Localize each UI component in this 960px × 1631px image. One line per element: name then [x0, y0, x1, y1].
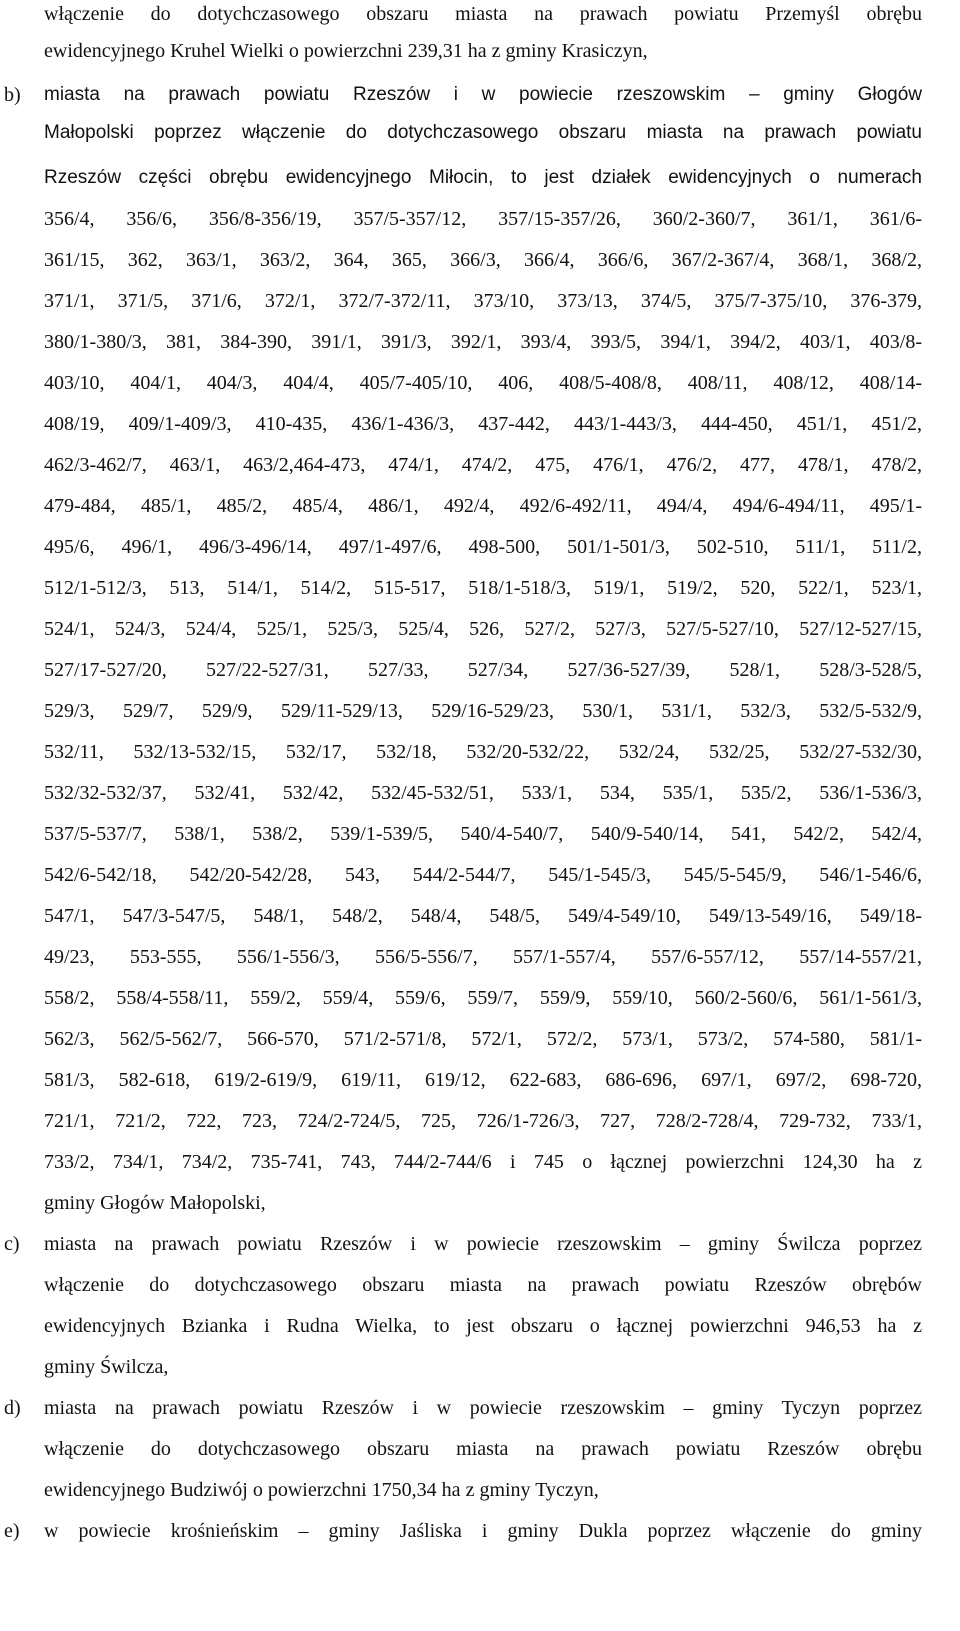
- parcel-numbers-line: 537/5-537/7, 538/1, 538/2, 539/1-539/5, 540/4-540/7, 540/9-540/14, 541, 542/2, 542/4,: [44, 823, 922, 845]
- parcel-numbers-line: 581/3, 582-618, 619/2-619/9, 619/11, 619/12, 622-683, 686-696, 697/1, 697/2, 698-720,: [44, 1069, 922, 1091]
- parcel-numbers-line: 408/19, 409/1-409/3, 410-435, 436/1-436/3, 437-442, 443/1-443/3, 444-450, 451/1, 451/2,: [44, 413, 922, 435]
- parcel-numbers-line: 403/10, 404/1, 404/3, 404/4, 405/7-405/10, 406, 408/5-408/8, 408/11, 408/12, 408/14-: [44, 372, 922, 394]
- parcel-numbers-line: 542/6-542/18, 542/20-542/28, 543, 544/2-544/7, 545/1-545/3, 545/5-545/9, 546/1-546/6,: [44, 864, 922, 886]
- item-d-line: miasta na prawach powiatu Rzeszów i w powiecie rzeszowskim – gminy Tyczyn poprzez: [44, 1397, 922, 1419]
- parcel-numbers-line: 371/1, 371/5, 371/6, 372/1, 372/7-372/11, 373/10, 373/13, 374/5, 375/7-375/10, 376-379,: [44, 290, 922, 312]
- item-marker-b: b): [4, 84, 21, 106]
- item-marker-c: c): [4, 1233, 20, 1255]
- item-c-line: włączenie do dotychczasowego obszaru miasta na prawach powiatu Rzeszów obrębów: [44, 1274, 922, 1296]
- parcel-numbers-line: 462/3-462/7, 463/1, 463/2,464-473, 474/1, 474/2, 475, 476/1, 476/2, 477, 478/1, 478/2,: [44, 454, 922, 476]
- item-c-line: ewidencyjnych Bzianka i Rudna Wielka, to jest obszaru o łącznej powierzchni 946,53 ha z: [44, 1315, 922, 1337]
- parcel-numbers-line: 524/1, 524/3, 524/4, 525/1, 525/3, 525/4, 526, 527/2, 527/3, 527/5-527/10, 527/12-527/15,: [44, 618, 922, 640]
- parcel-numbers-line: 495/6, 496/1, 496/3-496/14, 497/1-497/6, 498-500, 501/1-501/3, 502-510, 511/1, 511/2,: [44, 536, 922, 558]
- intro-line: włączenie do dotychczasowego obszaru miasta na prawach powiatu Przemyśl obrębu: [44, 3, 922, 25]
- item-c-line: gminy Świlcza,: [44, 1356, 169, 1378]
- parcel-numbers-line: 558/2, 558/4-558/11, 559/2, 559/4, 559/6, 559/7, 559/9, 559/10, 560/2-560/6, 561/1-561/3,: [44, 987, 922, 1009]
- parcel-numbers-line: 532/32-532/37, 532/41, 532/42, 532/45-532/51, 533/1, 534, 535/1, 535/2, 536/1-536/3,: [44, 782, 922, 804]
- item-c-line: miasta na prawach powiatu Rzeszów i w powiecie rzeszowskim – gminy Świlcza poprzez: [44, 1233, 922, 1255]
- item-b-line: Rzeszów części obrębu ewidencyjnego Miłocin, to jest działek ewidencyjnych o numerach: [44, 167, 922, 188]
- parcel-numbers-line: 527/17-527/20, 527/22-527/31, 527/33, 527/34, 527/36-527/39, 528/1, 528/3-528/5,: [44, 659, 922, 681]
- item-b-line: Małopolski poprzez włączenie do dotychczasowego obszaru miasta na prawach powiatu: [44, 122, 922, 143]
- item-b-line: miasta na prawach powiatu Rzeszów i w powiecie rzeszowskim – gminy Głogów: [44, 84, 922, 105]
- item-marker-e: e): [4, 1520, 20, 1542]
- item-d-line: włączenie do dotychczasowego obszaru miasta na prawach powiatu Rzeszów obrębu: [44, 1438, 922, 1460]
- parcel-numbers-line: 361/15, 362, 363/1, 363/2, 364, 365, 366/3, 366/4, 366/6, 367/2-367/4, 368/1, 368/2,: [44, 249, 922, 271]
- intro-line: ewidencyjnego Kruhel Wielki o powierzchni 239,31 ha z gminy Krasiczyn,: [44, 40, 648, 62]
- parcel-numbers-line: 733/2, 734/1, 734/2, 735-741, 743, 744/2-744/6 i 745 o łącznej powierzchni 124,30 ha z: [44, 1151, 922, 1173]
- parcel-numbers-line: 532/11, 532/13-532/15, 532/17, 532/18, 532/20-532/22, 532/24, 532/25, 532/27-532/30,: [44, 741, 922, 763]
- parcel-numbers-line: 562/3, 562/5-562/7, 566-570, 571/2-571/8, 572/1, 572/2, 573/1, 573/2, 574-580, 581/1-: [44, 1028, 922, 1050]
- parcel-numbers-line: 380/1-380/3, 381, 384-390, 391/1, 391/3, 392/1, 393/4, 393/5, 394/1, 394/2, 403/1, 403/8-: [44, 331, 922, 353]
- item-e-line: w powiecie krośnieńskim – gminy Jaśliska i gminy Dukla poprzez włączenie do gminy: [44, 1520, 922, 1542]
- parcel-numbers-line: 547/1, 547/3-547/5, 548/1, 548/2, 548/4, 548/5, 549/4-549/10, 549/13-549/16, 549/18-: [44, 905, 922, 927]
- parcel-numbers-line: 356/4, 356/6, 356/8-356/19, 357/5-357/12, 357/15-357/26, 360/2-360/7, 361/1, 361/6-: [44, 208, 922, 230]
- parcel-numbers-line: 512/1-512/3, 513, 514/1, 514/2, 515-517, 518/1-518/3, 519/1, 519/2, 520, 522/1, 523/1,: [44, 577, 922, 599]
- parcel-numbers-line: 529/3, 529/7, 529/9, 529/11-529/13, 529/16-529/23, 530/1, 531/1, 532/3, 532/5-532/9,: [44, 700, 922, 722]
- item-marker-d: d): [4, 1397, 21, 1419]
- item-b-line: gminy Głogów Małopolski,: [44, 1192, 266, 1214]
- parcel-numbers-line: 479-484, 485/1, 485/2, 485/4, 486/1, 492/4, 492/6-492/11, 494/4, 494/6-494/11, 495/1-: [44, 495, 922, 517]
- parcel-numbers-line: 721/1, 721/2, 722, 723, 724/2-724/5, 725, 726/1-726/3, 727, 728/2-728/4, 729-732, 733/1,: [44, 1110, 922, 1132]
- parcel-numbers-line: 49/23, 553-555, 556/1-556/3, 556/5-556/7, 557/1-557/4, 557/6-557/12, 557/14-557/21,: [44, 946, 922, 968]
- item-d-line: ewidencyjnego Budziwój o powierzchni 1750,34 ha z gminy Tyczyn,: [44, 1479, 599, 1501]
